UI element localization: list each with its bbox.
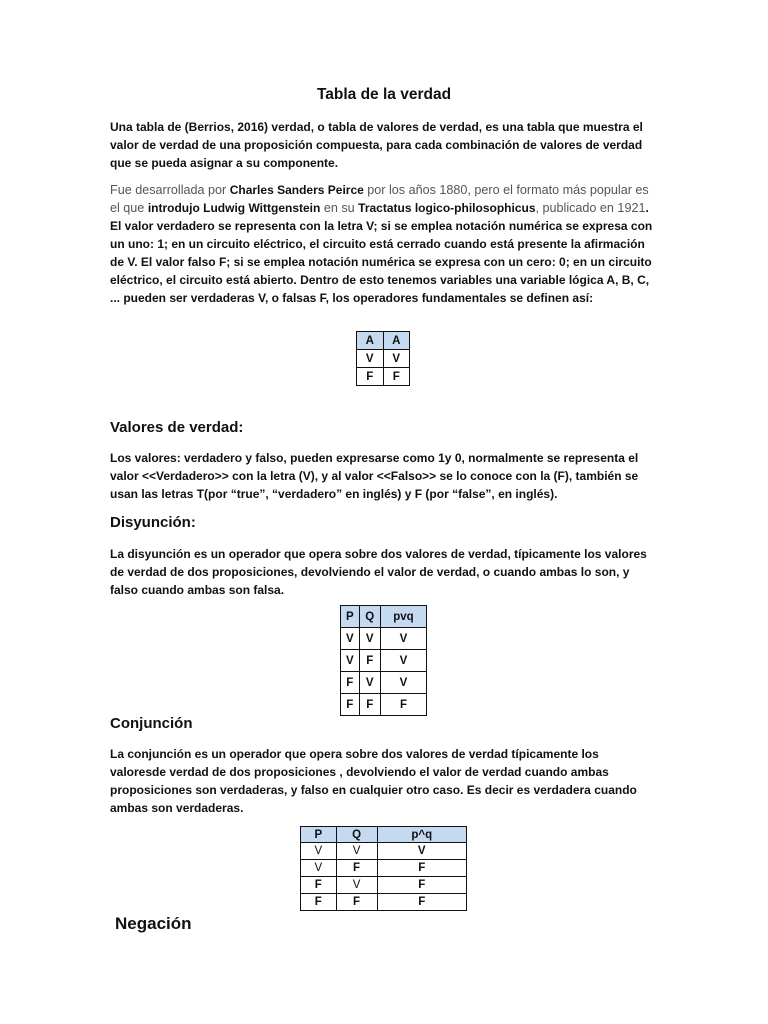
table-cell: F [336,860,377,877]
table-header: pvq [380,606,426,628]
table-cell: F [377,894,466,911]
table-header: Q [336,827,377,843]
table-row [357,350,410,368]
table-cell: V [359,672,380,694]
table-row [357,368,410,386]
history-text-8: . El valor verdadero se representa con la letra V; si se emplea notación numérica se expresa con un uno: 1; en un circuito eléctrico, el circuito está cerrado cuando está presente la afirmación de V. El valor falso F; si se emplea notación numérica se expresa con un cero: 0; en un circuito eléctrico, el circuito está abierto. Dentro de esto tenemos variables una variable lógica A, B, C, ... pueden ser verdaderas V, o falsas F, los operadores fundamentales se definen así: [110,201,653,305]
table-cell: F [377,877,466,894]
history-text-1: Fue desarrollada por [110,183,230,197]
table-row [301,877,467,894]
truth-table-conjuncion [300,826,467,911]
table-cell: F [380,694,426,716]
history-text-2: Charles Sanders Peirce [229,183,364,197]
conjuncion-heading: Conjunción [110,715,193,732]
negacion-heading: Negación [115,914,192,933]
table-cell: V [359,628,380,650]
table-cell: F [377,860,466,877]
history-text-7: , publicado en 1921 [535,201,646,215]
truth-table-a [356,331,410,386]
table-row [341,694,427,716]
table-cell: V [380,672,426,694]
table-cell: V [341,650,360,672]
table-cell: F [357,368,384,386]
valores-paragraph: Los valores: verdadero y falso, pueden expresarse como 1y 0, normalmente se representa el valor <<Verdadero>> con la letra (V), y al valor <<Falso>> se lo conoce con la (F), también se usan las letras T(por “true”, “verdadero” en inglés) y F (por “false”, en inglés). [110,451,639,501]
table-cell: V [336,877,377,894]
conjuncion-paragraph: La conjunción es un operador que opera sobre dos valores de verdad típicamente los valoresde verdad de dos proposiciones , devolviendo el valor de verdad cuando ambas proposiciones son verdaderas, y falso en cualquier otro caso. Es decir es verdadera cuando ambas son verdaderas. [110,747,637,815]
history-text-6: Tractatus logico-philosophicus [358,201,536,215]
table-cell: V [301,843,337,860]
history-text-3: por los años 1880, pero el formato más popular es el que [110,183,649,215]
table-header: P [301,827,337,843]
table-cell: V [377,843,466,860]
history-paragraph [110,181,658,307]
disyuncion-heading: Disyunción: [110,514,196,531]
table-row [301,843,467,860]
table-cell: F [336,894,377,911]
table-cell: V [301,860,337,877]
table-header: P [341,606,360,628]
history-text-5: en su [320,201,359,215]
table-header: p^q [377,827,466,843]
table-cell: F [341,694,360,716]
table-cell: F [301,877,337,894]
table-cell: V [357,350,384,368]
table-cell: F [359,694,380,716]
table-cell: F [341,672,360,694]
table-cell: F [383,368,410,386]
table-row [301,860,467,877]
table-row [341,628,427,650]
table-cell: F [301,894,337,911]
table-cell: V [336,843,377,860]
table-header: A [357,332,384,350]
table-row [341,650,427,672]
intro-paragraph: Una tabla de (Berrios, 2016) verdad, o tabla de valores de verdad, es una tabla que muestra el valor de verdad de una proposición compuesta, para cada combinación de valores de verdad que se pueda asignar a su componente. [110,120,643,170]
table-cell: V [380,650,426,672]
truth-table-disyuncion [340,605,427,716]
valores-heading: Valores de verdad: [110,419,244,436]
table-cell: V [380,628,426,650]
table-cell: V [341,628,360,650]
disyuncion-paragraph: La disyunción es un operador que opera sobre dos valores de verdad, típicamente los valores de verdad de dos proposiciones, devolviendo el valor de verdad, o cuando ambas lo son, y falso cuando ambas son falsa. [110,547,647,597]
table-row [341,672,427,694]
table-header: Q [359,606,380,628]
table-row [301,894,467,911]
history-text-4: introdujo Ludwig Wittgenstein [147,201,321,215]
table-cell: V [383,350,410,368]
table-cell: F [359,650,380,672]
page-title: Tabla de la verdad [316,86,452,103]
table-header: A [383,332,410,350]
